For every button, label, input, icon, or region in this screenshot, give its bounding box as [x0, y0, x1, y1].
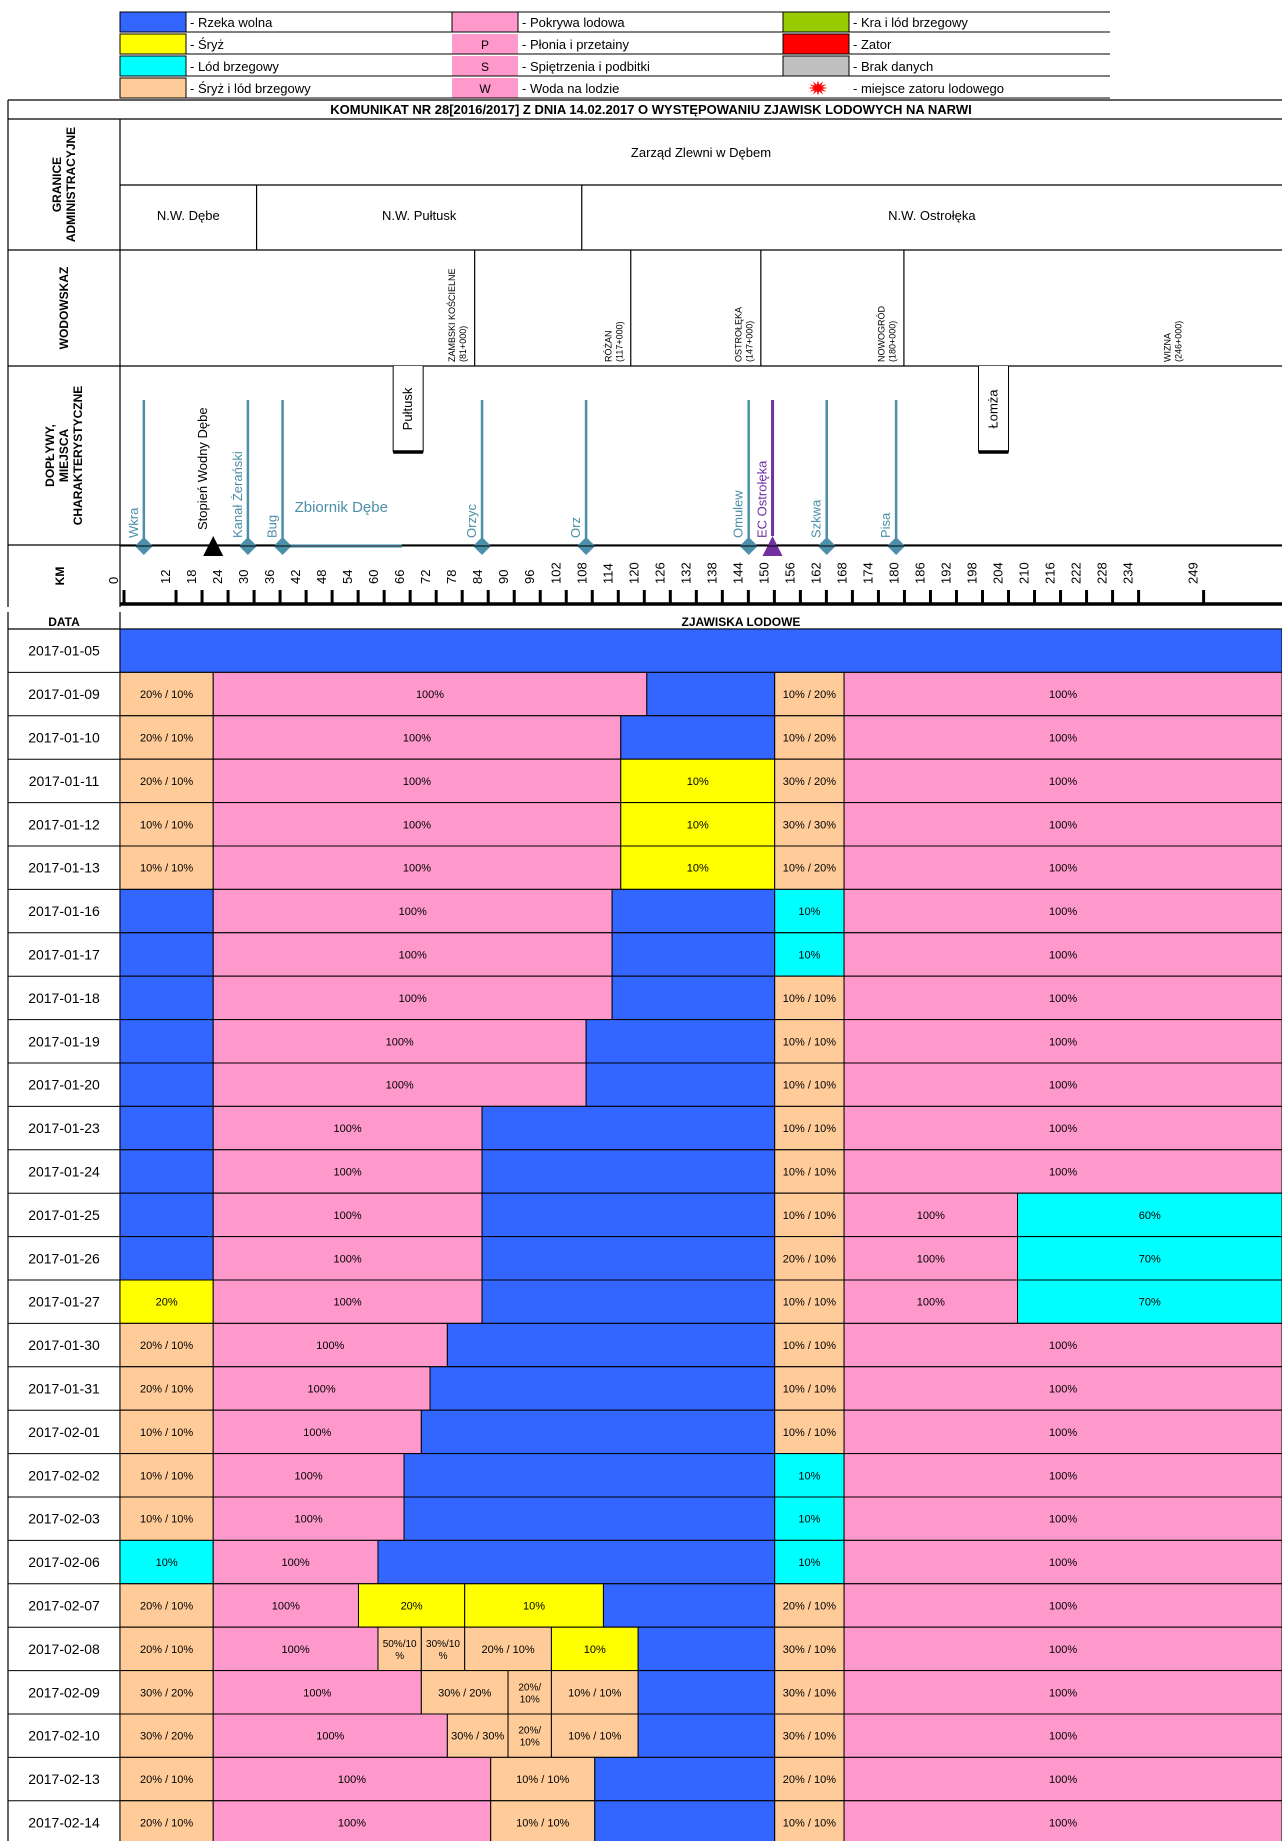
segment-label: 100%	[1048, 689, 1078, 702]
row-date: 2017-02-14	[28, 1814, 100, 1831]
segment-label: 10% / 10%	[568, 1687, 622, 1700]
segment-label: 100%	[1048, 1036, 1078, 1049]
row-date: 2017-02-03	[28, 1510, 100, 1527]
ice-segment	[482, 1193, 775, 1236]
km-tick-label: 18	[184, 569, 200, 584]
segment-label: 20% / 10%	[140, 1340, 194, 1353]
legend-label: - Zator	[853, 37, 892, 52]
legend-swatch-lod_brzegowy	[120, 56, 186, 76]
row-date: 2017-01-19	[28, 1033, 100, 1050]
ice-segment	[612, 889, 775, 932]
km-tick-label: 12	[158, 569, 174, 584]
segment-label: 100%	[1048, 1383, 1078, 1396]
segment-label: 10% / 10%	[782, 1036, 836, 1049]
km-tick-label: 78	[444, 569, 460, 584]
ice-segment	[586, 1063, 775, 1106]
km-tick-label: 96	[522, 569, 538, 584]
ice-segment	[638, 1714, 775, 1757]
segment-label: 30% / 10%	[782, 1687, 836, 1700]
segment-label: 20% / 10%	[140, 689, 194, 702]
km-tick-label: 192	[938, 562, 954, 584]
segment-label: 10%	[798, 1557, 821, 1570]
segment-label: 100%	[398, 906, 427, 919]
ice-segment	[482, 1150, 775, 1193]
segment-label: 60%	[1138, 1209, 1161, 1222]
ice-segment	[120, 1193, 213, 1236]
legend-label: - Spiętrzenia i podbitki	[522, 59, 650, 74]
segment-label: 100%	[1048, 1123, 1078, 1136]
segment-label: 100%	[303, 1687, 332, 1700]
segment-label: 10% / 10%	[516, 1774, 570, 1787]
nadzor-name: N.W. Dębe	[156, 208, 220, 223]
row-date: 2017-01-09	[28, 686, 100, 703]
row-date: 2017-01-24	[28, 1163, 100, 1180]
row-label-km: KM	[53, 566, 67, 586]
ice-segment	[120, 1150, 213, 1193]
ice-segment	[120, 1020, 213, 1063]
legend-label: - Śryż	[190, 37, 224, 52]
km-tick-label: 228	[1094, 562, 1110, 584]
reservoir-label: Zbiornik Dębe	[294, 499, 388, 516]
segment-label: 10%	[686, 775, 709, 788]
ice-segment	[120, 976, 213, 1019]
segment-label: 10% / 10%	[782, 1079, 836, 1092]
km-tick-label: 174	[860, 562, 876, 584]
km-tick-label: 168	[834, 562, 850, 584]
segment-label: 10% / 10%	[140, 1426, 194, 1439]
gauge-label: NOWOGRÓD(180+000)	[876, 306, 898, 362]
segment-label: 10% / 20%	[782, 862, 836, 875]
segment-label: 50%/10 %	[382, 1638, 417, 1662]
segment-label: 30% / 10%	[782, 1730, 836, 1743]
segment-label: 100%	[398, 949, 427, 962]
ice-segment	[447, 1323, 774, 1366]
legend-swatch-sryz_i_lod	[120, 78, 186, 98]
segment-label: 10% / 10%	[782, 1426, 836, 1439]
segment-label: 100%	[1048, 1643, 1078, 1656]
row-label-granice: GRANICEADMINISTRACYJNE	[50, 126, 78, 243]
segment-label: 10% / 10%	[782, 1123, 836, 1136]
segment-label: 100%	[1048, 1817, 1078, 1830]
segment-label: 10% / 10%	[782, 992, 836, 1005]
row-date: 2017-01-25	[28, 1206, 100, 1223]
segment-label: 10%	[798, 1470, 821, 1483]
km-tick-label: 150	[756, 562, 772, 584]
segment-label: 100%	[307, 1383, 336, 1396]
zarzad-name: Zarząd Zlewni w Dębem	[630, 145, 772, 160]
segment-label: 100%	[333, 1253, 362, 1266]
segment-label: 100%	[1048, 1513, 1078, 1526]
row-date: 2017-01-26	[28, 1250, 100, 1267]
row-date: 2017-01-23	[28, 1120, 100, 1137]
segment-label: 100%	[402, 862, 432, 875]
km-tick-label: 144	[730, 562, 746, 584]
ice-segment	[647, 672, 775, 715]
segment-label: 10% / 10%	[782, 1340, 836, 1353]
row-date: 2017-01-05	[28, 642, 100, 659]
segment-label: 70%	[1138, 1253, 1161, 1266]
km-tick-label: 204	[990, 562, 1006, 584]
legend-label: - Woda na lodzie	[522, 81, 620, 96]
segment-label: 100%	[1048, 775, 1078, 788]
km-tick-label: 222	[1068, 562, 1084, 584]
segment-label: 10% / 10%	[140, 1470, 194, 1483]
ice-segment	[120, 1237, 213, 1280]
km-tick-label: 90	[496, 569, 512, 584]
segment-label: 20%/ 10%	[518, 1682, 542, 1706]
segment-label: 20% / 10%	[140, 775, 194, 788]
segment-label: 20% / 10%	[782, 1253, 836, 1266]
legend-label: - Śryż i lód brzegowy	[190, 81, 311, 96]
segment-label: 30% / 10%	[782, 1643, 836, 1656]
row-date: 2017-01-30	[28, 1337, 100, 1354]
segment-label: 10% / 20%	[782, 689, 836, 702]
segment-label: 100%	[1048, 949, 1078, 962]
segment-label: 100%	[1048, 1426, 1078, 1439]
km-tick-label: 54	[340, 569, 356, 584]
km-tick-label: 120	[626, 562, 642, 584]
row-label-doplywy: DOPŁYWY,MIEJSCACHARAKTERYSTYCZNE	[43, 385, 85, 526]
km-tick-label: 72	[418, 569, 434, 584]
segment-label: 100%	[337, 1774, 367, 1787]
city-label: Łomża	[985, 389, 1001, 429]
segment-label: 100%	[1048, 1340, 1078, 1353]
ice-segment	[120, 889, 213, 932]
legend-label: - Kra i lód brzegowy	[853, 15, 968, 30]
ice-segment	[621, 716, 775, 759]
ice-segment	[120, 1063, 213, 1106]
data-column-header: DATA	[48, 615, 80, 629]
ice-segment	[482, 1280, 775, 1323]
segment-label: 30% / 20%	[438, 1687, 492, 1700]
km-tick-label: 180	[886, 562, 902, 584]
segment-label: 100%	[1048, 992, 1078, 1005]
tributary-label: Szkwa	[808, 499, 824, 538]
segment-label: 100%	[316, 1730, 345, 1743]
page-title: KOMUNIKAT NR 28[2016/2017] Z DNIA 14.02.2017 O WYSTĘPOWANIU ZJAWISK LODOWYCH NA NARWI	[330, 102, 972, 117]
km-tick-label: 210	[1016, 562, 1032, 584]
tributary-label: EC Ostrołęka	[754, 460, 770, 538]
tributary-label: Kanał Żerański	[229, 451, 245, 538]
segment-label: 10%	[798, 1513, 821, 1526]
legend-label: - Lód brzegowy	[190, 59, 279, 74]
segment-label: 20% / 10%	[140, 1643, 194, 1656]
segment-label: 20% / 10%	[481, 1643, 535, 1656]
segment-label: 100%	[1048, 1600, 1078, 1613]
segment-label: 10% / 10%	[140, 819, 194, 832]
ice-segment	[120, 1106, 213, 1149]
segment-label: 100%	[1048, 1470, 1078, 1483]
ice-segment	[595, 1757, 775, 1800]
row-date: 2017-01-17	[28, 946, 100, 963]
ice-segment	[482, 1106, 775, 1149]
segment-label: 100%	[1048, 732, 1078, 745]
segment-label: 100%	[1048, 1774, 1078, 1787]
km-tick-label: 108	[574, 562, 590, 584]
nadzor-name: N.W. Pułtusk	[381, 208, 457, 223]
segment-label: 10%	[798, 949, 821, 962]
km-tick-label: 24	[210, 569, 226, 584]
segment-label: 100%	[1048, 1730, 1078, 1743]
ice-segment	[430, 1367, 775, 1410]
segment-label: 100%	[294, 1470, 323, 1483]
row-date: 2017-02-02	[28, 1467, 100, 1484]
ice-jam-burst-icon	[808, 81, 828, 96]
ice-segment	[404, 1454, 775, 1497]
segment-label: 100%	[398, 992, 427, 1005]
row-date: 2017-02-01	[28, 1423, 100, 1440]
row-date: 2017-01-13	[28, 859, 100, 876]
legend-letter: S	[480, 60, 490, 74]
tributary-label: Orzyc	[464, 504, 480, 538]
row-date: 2017-02-13	[28, 1771, 100, 1788]
row-date: 2017-01-31	[28, 1380, 100, 1397]
ice-segment	[120, 933, 213, 976]
segment-label: 100%	[1048, 1079, 1078, 1092]
segment-label: 10% / 10%	[516, 1817, 570, 1830]
ice-segment	[586, 1020, 775, 1063]
segment-label: 100%	[281, 1557, 310, 1570]
segment-label: 100%	[316, 1340, 345, 1353]
gauge-label: ZAMBSKI KOŚCIELNE(81+000)	[447, 268, 469, 362]
row-date: 2017-01-18	[28, 989, 100, 1006]
legend-swatch-zator	[783, 34, 849, 54]
segment-label: 100%	[333, 1166, 362, 1179]
legend-label: - miejsce zatoru lodowego	[853, 81, 1005, 96]
segment-label: 100%	[402, 819, 432, 832]
segment-label: 100%	[385, 1079, 414, 1092]
legend-label: - Pokrywa lodowa	[522, 15, 625, 30]
km-tick-label: 30	[236, 569, 252, 584]
segment-label: 100%	[1048, 819, 1078, 832]
legend-swatch-kra	[783, 12, 849, 32]
km-tick-label: 234	[1120, 562, 1136, 584]
row-date: 2017-01-11	[28, 772, 100, 789]
row-date: 2017-02-09	[28, 1684, 100, 1701]
segment-label: 30% / 30%	[451, 1730, 505, 1743]
row-date: 2017-01-16	[28, 903, 100, 920]
km-tick-label: 36	[262, 569, 278, 584]
city-label: Pułtusk	[400, 387, 416, 431]
segment-label: 10% / 10%	[782, 1296, 836, 1309]
row-date: 2017-01-12	[28, 816, 100, 833]
segment-label: 10% / 10%	[782, 1383, 836, 1396]
ice-segment	[120, 629, 1282, 672]
ice-segment	[404, 1497, 775, 1540]
km-tick-label: 186	[912, 562, 928, 584]
segment-label: 10%	[686, 862, 709, 875]
km-tick-label: 114	[600, 563, 616, 584]
row-date: 2017-02-07	[28, 1597, 100, 1614]
gauge-label: WIZNA(246+000)	[1162, 320, 1184, 362]
segment-label: 100%	[1048, 1687, 1078, 1700]
segment-label: 100%	[281, 1643, 310, 1656]
gauge-label: OSTROŁĘKA(147+000)	[733, 306, 755, 362]
row-label-wodowskaz: WODOWSKAZ	[57, 266, 71, 350]
row-date: 2017-01-27	[28, 1293, 100, 1310]
segment-label: 20% / 10%	[140, 1383, 194, 1396]
segment-label: 20%	[400, 1600, 423, 1613]
segment-label: 20%/ 10%	[518, 1725, 542, 1749]
tributary-label: Pisa	[878, 512, 894, 538]
km-tick-label: 102	[548, 562, 564, 584]
segment-label: 10%	[798, 906, 821, 919]
segment-label: 100%	[333, 1209, 362, 1222]
segment-label: 100%	[402, 775, 432, 788]
segment-label: 30%/10 %	[426, 1638, 460, 1662]
km-tick-label: 198	[964, 562, 980, 584]
legend-letter: P	[480, 38, 490, 52]
ice-segment	[482, 1237, 775, 1280]
km-tick-label: 249	[1185, 562, 1201, 584]
ice-segment	[595, 1801, 775, 1841]
segment-label: 100%	[337, 1817, 367, 1830]
gauge-label: RÓŻAN(117+000)	[603, 321, 625, 362]
km-tick-label: 132	[678, 562, 694, 584]
segment-label: 70%	[1138, 1296, 1161, 1309]
row-date: 2017-01-20	[28, 1076, 100, 1093]
legend-swatch-brak	[783, 56, 849, 76]
km-tick-label: 138	[704, 562, 720, 584]
segment-label: 100%	[916, 1296, 945, 1309]
segment-label: 30% / 20%	[140, 1687, 194, 1700]
ice-segment	[603, 1584, 774, 1627]
segment-label: 10% / 10%	[782, 1209, 836, 1222]
km-tick-label: 66	[392, 569, 408, 584]
segment-label: 10%	[155, 1557, 178, 1570]
segment-label: 20%	[155, 1296, 178, 1309]
ice-segment	[638, 1671, 775, 1714]
legend-swatch-pokrywa	[452, 12, 518, 32]
segment-label: 10% / 10%	[140, 1513, 194, 1526]
segment-label: 20% / 10%	[782, 1774, 836, 1787]
ice-segment	[638, 1627, 775, 1670]
tributary-label: Wkra	[125, 507, 141, 538]
legend-letter: W	[479, 82, 491, 96]
segment-label: 10% / 20%	[782, 732, 836, 745]
km-tick-label: 0	[106, 576, 121, 584]
legend-label: - Płonia i przetainy	[522, 37, 629, 52]
segment-label: 20% / 10%	[140, 1774, 194, 1787]
row-date: 2017-02-08	[28, 1640, 100, 1657]
km-tick-label: 84	[470, 569, 486, 584]
row-date: 2017-01-10	[28, 729, 100, 746]
segment-label: 10% / 10%	[782, 1166, 836, 1179]
segment-label: 100%	[1048, 1166, 1078, 1179]
segment-label: 10%	[523, 1600, 546, 1613]
legend-label: - Rzeka wolna	[190, 15, 273, 30]
segment-label: 100%	[303, 1426, 332, 1439]
segment-label: 10% / 10%	[568, 1730, 622, 1743]
km-tick-label: 162	[808, 562, 824, 584]
segment-label: 10% / 10%	[140, 862, 194, 875]
ice-segment	[612, 976, 775, 1019]
segment-label: 30% / 20%	[140, 1730, 194, 1743]
nadzor-name: N.W. Ostrołęka	[888, 208, 976, 223]
segment-label: 100%	[333, 1296, 362, 1309]
tributary-label: Omulew	[730, 490, 746, 538]
segment-label: 10% / 10%	[782, 1817, 836, 1830]
tributary-label: Orz	[568, 517, 584, 538]
segment-label: 100%	[402, 732, 432, 745]
ice-segment	[612, 933, 775, 976]
segment-label: 100%	[271, 1600, 300, 1613]
segment-label: 100%	[385, 1036, 414, 1049]
km-tick-label: 216	[1042, 562, 1058, 584]
segment-label: 10%	[583, 1643, 606, 1656]
ice-segment	[378, 1540, 775, 1583]
segment-label: 20% / 10%	[140, 1600, 194, 1613]
segment-label: 100%	[333, 1123, 362, 1136]
legend-swatch-rzeka_wolna	[120, 12, 186, 32]
segment-label: 100%	[415, 689, 445, 702]
segment-label: 20% / 10%	[782, 1600, 836, 1613]
km-tick-label: 156	[782, 562, 798, 584]
row-date: 2017-02-06	[28, 1554, 100, 1571]
segment-label: 100%	[916, 1209, 945, 1222]
segment-label: 10%	[686, 819, 709, 832]
segment-label: 20% / 10%	[140, 732, 194, 745]
km-tick-label: 126	[652, 562, 668, 584]
row-date: 2017-02-10	[28, 1727, 100, 1744]
legend-label: - Brak danych	[853, 59, 934, 74]
segment-label: 100%	[1048, 906, 1078, 919]
segment-label: 20% / 10%	[140, 1817, 194, 1830]
segment-label: 100%	[1048, 862, 1078, 875]
km-tick-label: 60	[366, 569, 382, 584]
segment-label: 30% / 30%	[782, 819, 836, 832]
segment-label: 30% / 20%	[782, 775, 836, 788]
legend-swatch-sryz	[120, 34, 186, 54]
segment-label: 100%	[1048, 1557, 1078, 1570]
ice-phenomena-header: ZJAWISKA LODOWE	[681, 615, 801, 629]
km-tick-label: 42	[288, 569, 304, 584]
tributary-label: Stopień Wodny Dębe	[195, 407, 211, 530]
km-tick-label: 48	[314, 569, 330, 584]
tributary-label: Bug	[264, 514, 280, 538]
segment-label: 100%	[294, 1513, 323, 1526]
segment-label: 100%	[916, 1253, 945, 1266]
ice-segment	[421, 1410, 774, 1453]
